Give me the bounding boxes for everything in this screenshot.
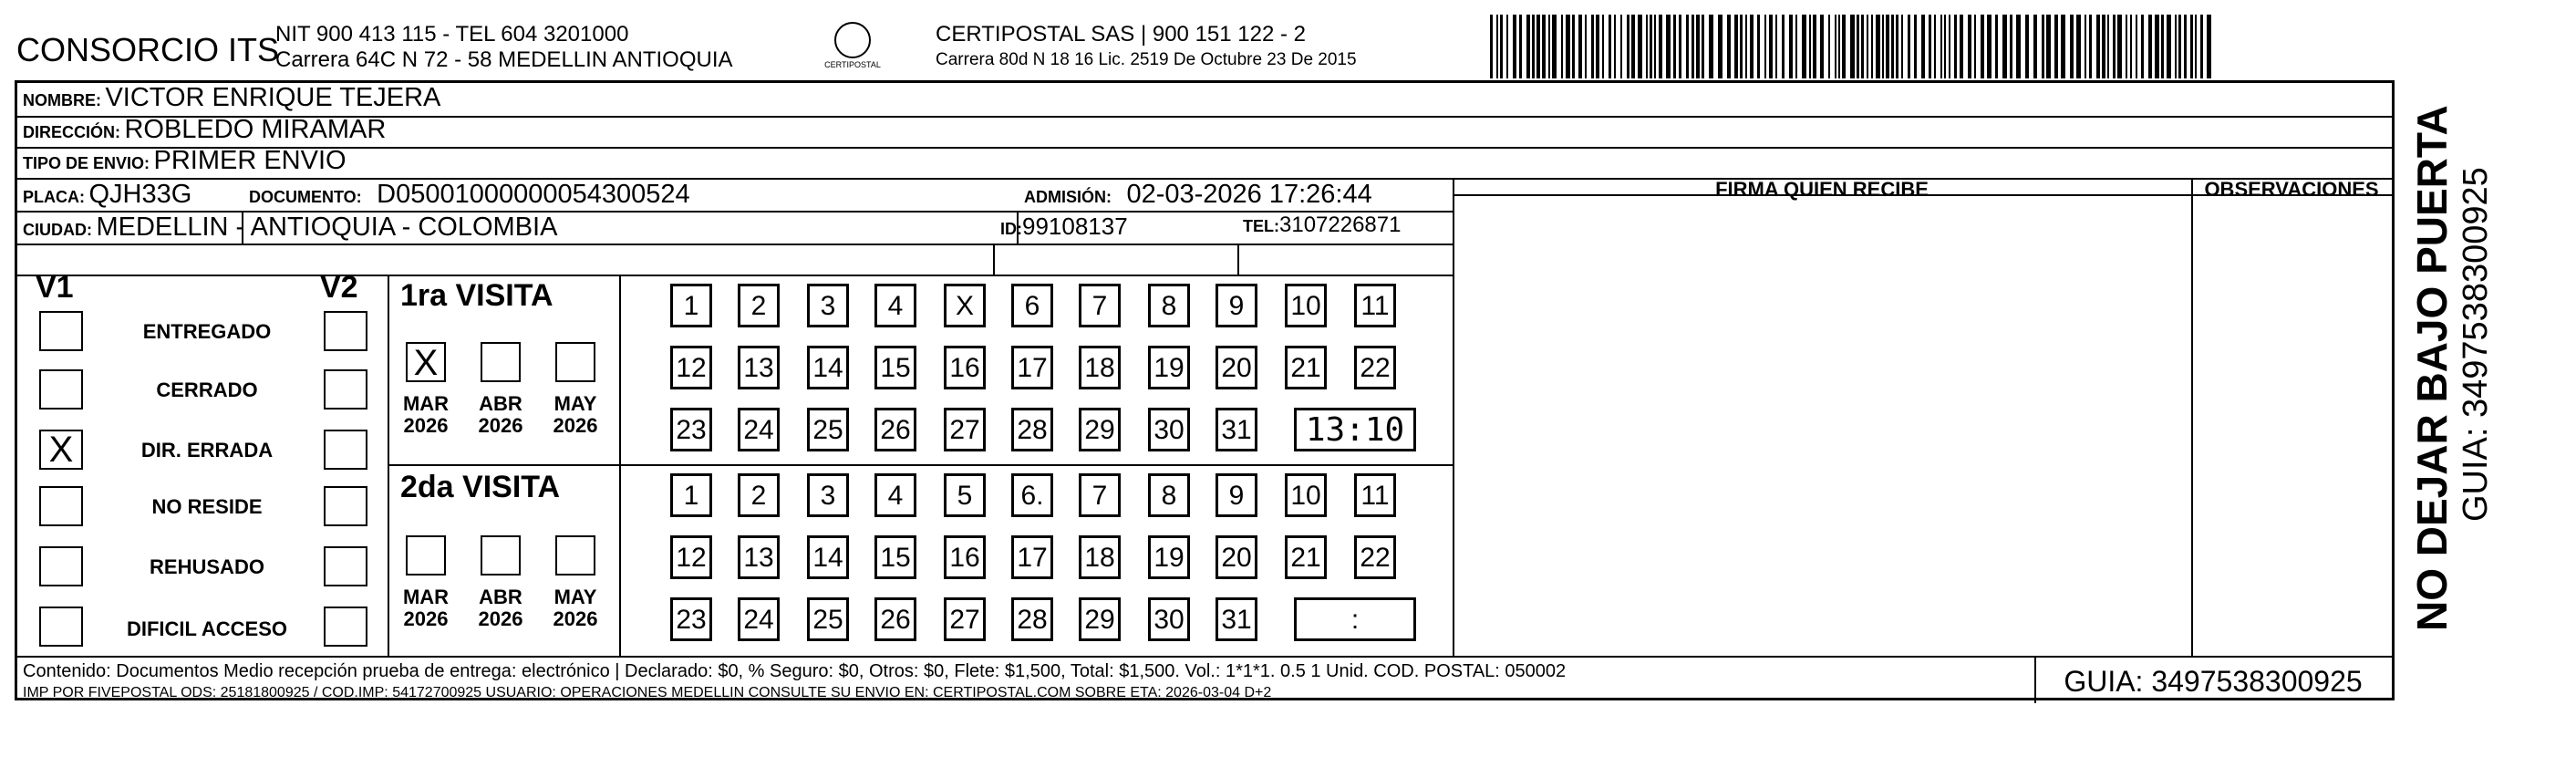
visit1-day-5[interactable]: X xyxy=(944,284,986,327)
tipo-value: PRIMER ENVIO xyxy=(153,146,347,175)
direccion-row xyxy=(23,115,386,145)
v1-checkbox-dificil-acceso[interactable] xyxy=(39,607,83,647)
visit1-day-30[interactable]: 30 xyxy=(1148,408,1190,451)
documento-label: DOCUMENTO: xyxy=(249,188,362,206)
tel-value: 3107226871 xyxy=(1279,213,1402,237)
visit1-day-25[interactable]: 25 xyxy=(807,408,849,451)
visit2-day-11[interactable]: 11 xyxy=(1354,473,1396,517)
visit2-day-20[interactable]: 20 xyxy=(1216,535,1257,579)
visit2-day-28[interactable]: 28 xyxy=(1011,597,1053,641)
visit2-month-mar: MAR 2026 xyxy=(402,586,450,630)
visit2-day-17[interactable]: 17 xyxy=(1011,535,1053,579)
status-label-no-reside: NO RESIDE xyxy=(151,495,263,518)
visit1-day-9[interactable]: 9 xyxy=(1216,284,1257,327)
visit1-title: 1ra VISITA xyxy=(400,278,553,313)
visit1-day-19[interactable]: 19 xyxy=(1148,346,1190,389)
v2-checkbox-dir-errada[interactable] xyxy=(324,430,367,470)
status-label-cerrado: CERRADO xyxy=(156,378,258,401)
visit1-day-17[interactable]: 17 xyxy=(1011,346,1053,389)
visit2-day-4[interactable]: 4 xyxy=(874,473,916,517)
v1-checkbox-dir-errada[interactable]: X xyxy=(39,430,83,470)
visit2-day-24[interactable]: 24 xyxy=(738,597,780,641)
id-label: ID: xyxy=(1000,220,1022,238)
id-value: 99108137 xyxy=(1022,213,1128,240)
visit1-day-31[interactable]: 31 xyxy=(1216,408,1257,451)
visit1-day-26[interactable]: 26 xyxy=(874,408,916,451)
visit1-day-2[interactable]: 2 xyxy=(738,284,780,327)
visit2-day-18[interactable]: 18 xyxy=(1079,535,1121,579)
v1-checkbox-rehusado[interactable] xyxy=(39,546,83,586)
visit2-day-7[interactable]: 7 xyxy=(1079,473,1121,517)
side-notice xyxy=(2407,102,2553,631)
visit1-day-16[interactable]: 16 xyxy=(944,346,986,389)
visit2-month-checkbox-mar[interactable] xyxy=(406,535,446,576)
v2-header: V2 xyxy=(320,270,358,305)
nombre-row xyxy=(23,83,440,113)
documento-cell xyxy=(249,180,690,210)
observaciones-label: OBSERVACIONES xyxy=(2204,178,2379,201)
visit2-time[interactable]: : xyxy=(1294,597,1416,641)
nombre-value: VICTOR ENRIQUE TEJERA xyxy=(105,83,441,112)
company-name: CONSORCIO ITS xyxy=(16,31,280,68)
visit1-day-20[interactable]: 20 xyxy=(1216,346,1257,389)
visit2-title: 2da VISITA xyxy=(400,470,561,504)
visit1-day-24[interactable]: 24 xyxy=(738,408,780,451)
status-label-rehusado: REHUSADO xyxy=(150,555,264,578)
footer-print-line: IMP POR FIVEPOSTAL ODS: 25181800925 / COD.IMP: 54172700925 USUARIO: OPERACIONES MEDELLIN CONSULTE SU ENVIO EN: CERTIPOSTAL.COM SOBRE ETA: 2026-03-04 D+2 xyxy=(23,685,1272,700)
visit1-day-29[interactable]: 29 xyxy=(1079,408,1121,451)
visit1-month-mar: MAR 2026 xyxy=(402,392,450,437)
visit1-day-10[interactable]: 10 xyxy=(1285,284,1327,327)
v2-checkbox-rehusado[interactable] xyxy=(324,546,367,586)
v2-checkbox-dificil-acceso[interactable] xyxy=(324,607,367,647)
visit1-day-6[interactable]: 6 xyxy=(1011,284,1053,327)
direccion-label: DIRECCIÓN: xyxy=(23,123,120,141)
visit2-day-22[interactable]: 22 xyxy=(1354,535,1396,579)
visit1-day-4[interactable]: 4 xyxy=(874,284,916,327)
visit2-day-19[interactable]: 19 xyxy=(1148,535,1190,579)
courier-name: CERTIPOSTAL SAS | 900 151 122 - 2 xyxy=(936,22,1306,47)
visit1-month-may: MAY 2026 xyxy=(553,392,598,437)
admision-label: ADMISIÓN: xyxy=(1024,188,1112,206)
visit1-day-27[interactable]: 27 xyxy=(944,408,986,451)
barcode xyxy=(1490,15,2216,78)
visit1-day-15[interactable]: 15 xyxy=(874,346,916,389)
visit2-day-5[interactable]: 5 xyxy=(944,473,986,517)
visit1-day-21[interactable]: 21 xyxy=(1285,346,1327,389)
v1-checkbox-cerrado[interactable] xyxy=(39,369,83,410)
ciudad-label: CIUDAD: xyxy=(23,221,92,239)
visit1-day-28[interactable]: 28 xyxy=(1011,408,1053,451)
side-guia: GUIA: 3497538300925 xyxy=(2457,167,2495,522)
visit1-day-11[interactable]: 11 xyxy=(1354,284,1396,327)
visit2-month-checkbox-may[interactable] xyxy=(555,535,595,576)
visit2-day-3[interactable]: 3 xyxy=(807,473,849,517)
placa-cell xyxy=(23,180,191,210)
visit1-day-1[interactable]: 1 xyxy=(670,284,712,327)
visit2-day-30[interactable]: 30 xyxy=(1148,597,1190,641)
visit1-day-13[interactable]: 13 xyxy=(738,346,780,389)
v1-header: V1 xyxy=(36,270,74,305)
footer-content-line: Contenido: Documentos Medio recepción prueba de entrega: electrónico | Declarado: $0, % Seguro: $0, Otros: $0, Flete: $1,500, Total: $1,500. Vol.: 1*1*1. 0.5 1 Unid. COD. POSTAL: 050002 xyxy=(23,661,1567,681)
visit2-month-may: MAY 2026 xyxy=(553,586,598,630)
v1-checkbox-no-reside[interactable] xyxy=(39,486,83,526)
company-nit: NIT 900 413 115 - TEL 604 3201000 xyxy=(275,22,629,47)
visit1-day-18[interactable]: 18 xyxy=(1079,346,1121,389)
tel-cell xyxy=(1243,213,1401,238)
visit2-month-abr: ABR 2026 xyxy=(478,586,523,630)
status-label-dificil-acceso: DIFICIL ACCESO xyxy=(126,617,287,640)
tel-label: TEL: xyxy=(1243,217,1279,235)
visit2-day-9[interactable]: 9 xyxy=(1216,473,1257,517)
logo-emblem-icon xyxy=(834,22,871,58)
visit2-day-12[interactable]: 12 xyxy=(670,535,712,579)
courier-address: Carrera 80d N 18 16 Lic. 2519 De Octubre 23 De 2015 xyxy=(936,50,1357,69)
status-label-dir-errada: DIR. ERRADA xyxy=(140,439,274,461)
visit2-day-10[interactable]: 10 xyxy=(1285,473,1327,517)
visit2-day-2[interactable]: 2 xyxy=(738,473,780,517)
direccion-value: ROBLEDO MIRAMAR xyxy=(124,115,387,144)
courier-info xyxy=(936,22,1357,73)
id-cell xyxy=(1000,213,1128,241)
visit2-day-13[interactable]: 13 xyxy=(738,535,780,579)
nombre-label: NOMBRE: xyxy=(23,91,101,109)
visit1-month-checkbox-abr[interactable] xyxy=(481,342,521,382)
visit2-day-27[interactable]: 27 xyxy=(944,597,986,641)
visit2-day-1[interactable]: 1 xyxy=(670,473,712,517)
firma-label: FIRMA QUIEN RECIBE xyxy=(1715,178,1929,201)
visit2-day-15[interactable]: 15 xyxy=(874,535,916,579)
company-info xyxy=(275,22,733,73)
visit2-day-23[interactable]: 23 xyxy=(670,597,712,641)
visit1-day-8[interactable]: 8 xyxy=(1148,284,1190,327)
v2-checkbox-cerrado[interactable] xyxy=(324,369,367,410)
visit1-day-14[interactable]: 14 xyxy=(807,346,849,389)
v1-checkbox-entregado[interactable] xyxy=(39,311,83,351)
logo-text: CERTIPOSTAL xyxy=(824,60,881,69)
tipo-label: TIPO DE ENVIO: xyxy=(23,154,150,172)
courier-logo xyxy=(813,22,892,69)
delivery-form xyxy=(15,80,2395,700)
admision-value: 02-03-2026 17:26:44 xyxy=(1126,180,1372,209)
visit2-day-29[interactable]: 29 xyxy=(1079,597,1121,641)
v2-checkbox-entregado[interactable] xyxy=(324,311,367,351)
visit1-day-3[interactable]: 3 xyxy=(807,284,849,327)
visit2-day-21[interactable]: 21 xyxy=(1285,535,1327,579)
ciudad-value: MEDELLIN - ANTIOQUIA - COLOMBIA xyxy=(96,213,558,242)
visit1-day-23[interactable]: 23 xyxy=(670,408,712,451)
placa-value: QJH33G xyxy=(88,180,192,209)
visit1-day-12[interactable]: 12 xyxy=(670,346,712,389)
visit2-month-checkbox-abr[interactable] xyxy=(481,535,521,576)
ciudad-cell xyxy=(23,213,557,243)
visit1-day-7[interactable]: 7 xyxy=(1079,284,1121,327)
visit2-day-25[interactable]: 25 xyxy=(807,597,849,641)
documento-value: D05001000000054300524 xyxy=(377,180,690,209)
visit1-time[interactable]: 13:10 xyxy=(1294,408,1416,451)
visit2-day-14[interactable]: 14 xyxy=(807,535,849,579)
tipo-row xyxy=(23,146,347,176)
visit1-month-checkbox-may[interactable] xyxy=(555,342,595,382)
visit2-day-26[interactable]: 26 xyxy=(874,597,916,641)
company-address: Carrera 64C N 72 - 58 MEDELLIN ANTIOQUIA xyxy=(275,47,733,72)
visit2-day-6[interactable]: 6. xyxy=(1011,473,1053,517)
status-label-entregado: ENTREGADO xyxy=(142,320,272,343)
visit2-day-31[interactable]: 31 xyxy=(1216,597,1257,641)
v2-checkbox-no-reside[interactable] xyxy=(324,486,367,526)
visit1-day-22[interactable]: 22 xyxy=(1354,346,1396,389)
visit1-month-checkbox-mar[interactable]: X xyxy=(406,342,446,382)
admision-cell xyxy=(1024,180,1372,210)
side-notice-text: NO DEJAR BAJO PUERTA xyxy=(2408,105,2456,631)
placa-label: PLACA: xyxy=(23,188,85,206)
visit2-day-16[interactable]: 16 xyxy=(944,535,986,579)
visit2-day-8[interactable]: 8 xyxy=(1148,473,1190,517)
footer-guia: GUIA: 3497538300925 xyxy=(2064,665,2363,698)
visit1-month-abr: ABR 2026 xyxy=(478,392,523,437)
